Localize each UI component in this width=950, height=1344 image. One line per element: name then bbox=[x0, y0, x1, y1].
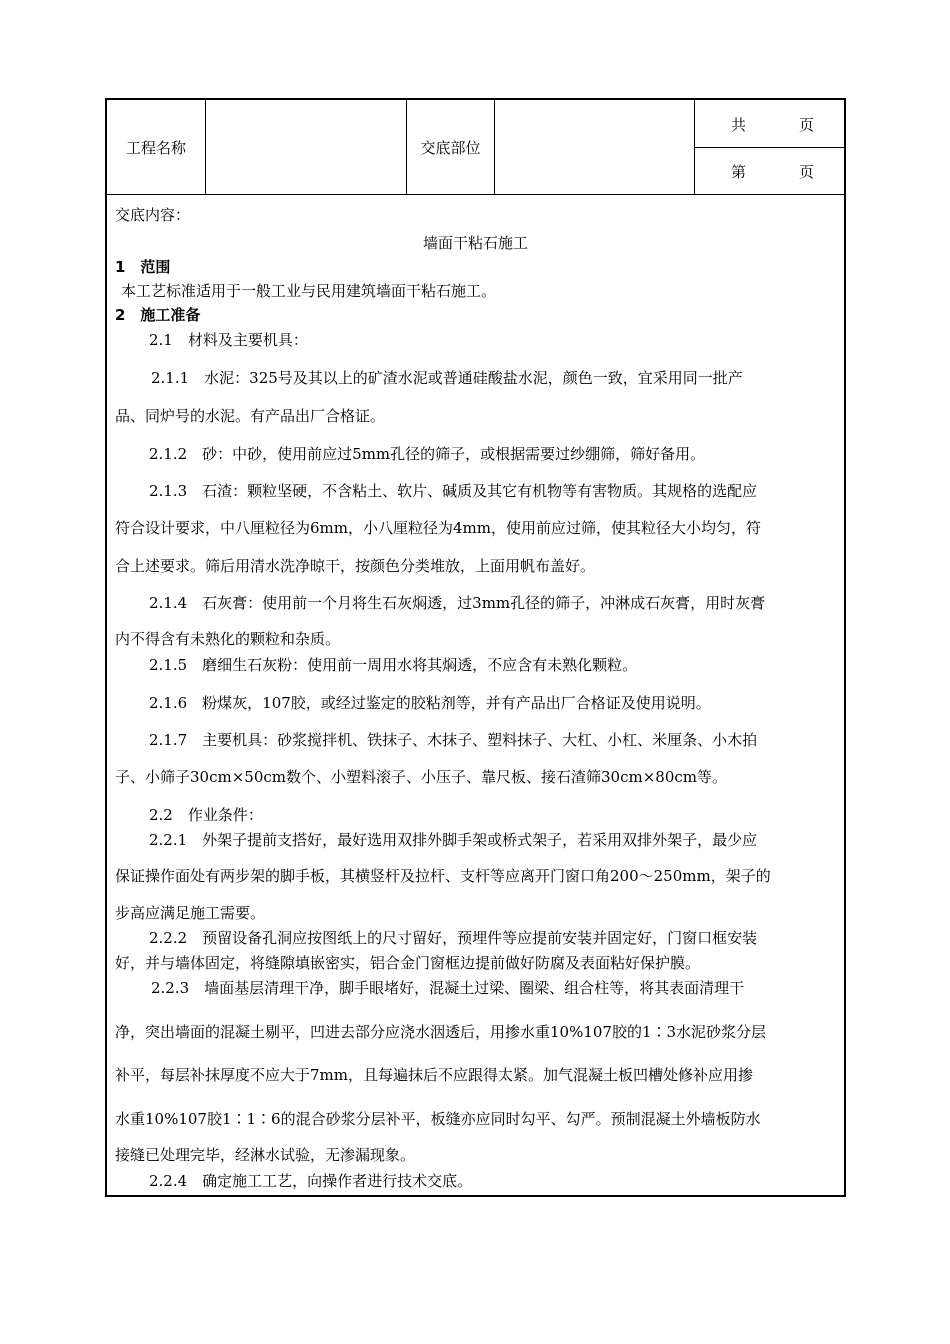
subsection-2-1: 2.1 材料及主要机具： bbox=[149, 331, 308, 349]
project-name-value bbox=[206, 100, 407, 194]
section-1-text: 本工艺标准适用于一般工业与民用建筑墙面干粘石施工。 bbox=[121, 282, 497, 300]
section-2-heading: 2 施工准备 bbox=[115, 306, 201, 324]
document-title: 墙面干粘石施工 bbox=[422, 234, 528, 252]
para-2-2-2-line2: 好，并与墙体固定，将缝隙填嵌密实，铝合金门窗框边提前做好防腐及表面粘好保护膜。 bbox=[115, 954, 701, 972]
para-2-2-1-line2: 保证操作面处有两步架的脚手板，其横竖杆及拉杆、支杆等应离开门窗口角200～250mm，架子的 bbox=[115, 867, 771, 885]
para-2-1-6: 2.1.6 粉煤灰，107胶，或经过鉴定的胶粘剂等，并有产品出厂合格证及使用说明。 bbox=[149, 694, 711, 712]
total-pages: 共 页 bbox=[695, 100, 844, 148]
para-2-2-3-line4: 水重10%107胶1∶1∶6的混合砂浆分层补平，板缝亦应同时勾平、勾严。预制混凝土外墙板防水 bbox=[115, 1110, 761, 1128]
form-header bbox=[107, 100, 844, 195]
para-2-1-3-line1: 2.1.3 石渣：颗粒坚硬，不含粘土、软片、碱质及其它有机物等有害物质。其规格的选配应 bbox=[149, 482, 758, 500]
para-2-1-7-line2: 子、小筛子30cm×50cm数个、小塑料滚子、小压子、靠尺板、接石渣筛30cm×80cm等。 bbox=[115, 768, 727, 786]
disclosure-form bbox=[105, 98, 846, 1197]
page-number: 第 页 bbox=[731, 163, 815, 181]
para-2-1-1-line2: 品、同炉号的水泥。有产品出厂合格证。 bbox=[115, 407, 386, 425]
para-2-1-5: 2.1.5 磨细生石灰粉：使用前一周用水将其焖透，不应含有未熟化颗粒。 bbox=[149, 656, 638, 674]
para-2-1-1-line1: 2.1.1 水泥：325号及其以上的矿渣水泥或普通硅酸盐水泥，颜色一致，宜采用同一批产 bbox=[151, 369, 743, 387]
location-value bbox=[495, 100, 695, 194]
para-2-2-4: 2.2.4 确定施工工艺，向操作者进行技术交底。 bbox=[149, 1172, 473, 1190]
para-2-1-4-line1: 2.1.4 石灰膏：使用前一个月将生石灰焖透，过3mm孔径的筛子，冲淋成石灰膏，用时灰膏 bbox=[149, 594, 766, 612]
project-name-label: 工程名称 bbox=[107, 100, 206, 194]
para-2-1-3-line3: 合上述要求。筛后用清水洗净晾干，按颜色分类堆放，上面用帆布盖好。 bbox=[115, 557, 596, 575]
location-label: 交底部位 bbox=[407, 100, 495, 194]
subsection-2-2: 2.2 作业条件： bbox=[149, 806, 263, 824]
para-2-2-1-line3: 步高应满足施工需要。 bbox=[115, 904, 266, 922]
para-2-1-7-line1: 2.1.7 主要机具：砂浆搅拌机、铁抹子、木抹子、塑料抹子、大杠、小杠、米厘条、小木拍 bbox=[149, 731, 758, 749]
para-2-1-3-line2: 符合设计要求，中八厘粒径为6mm，小八厘粒径为4mm，使用前应过筛，使其粒径大小均匀，符 bbox=[115, 519, 761, 537]
para-2-1-4-line2: 内不得含有未熟化的颗粒和杂质。 bbox=[115, 630, 341, 648]
section-1-heading: 1 范围 bbox=[115, 258, 171, 276]
para-2-2-3-line1: 2.2.3 墙面基层清理干净，脚手眼堵好，混凝土过梁、圈梁、组合柱等，将其表面清理干 bbox=[151, 979, 745, 997]
para-2-2-1-line1: 2.2.1 外架子提前支搭好，最好选用双排外脚手架或桥式架子，若采用双排外架子，最少应 bbox=[149, 831, 758, 849]
para-2-2-3-line2: 净，突出墙面的混凝土剔平，凹进去部分应浇水洇透后，用掺水重10%107胶的1∶3水泥砂浆分层 bbox=[115, 1023, 767, 1041]
content-label: 交底内容： bbox=[115, 206, 191, 224]
para-2-2-2-line1: 2.2.2 预留设备孔洞应按图纸上的尺寸留好，预埋件等应提前安装并固定好，门窗口框安装 bbox=[149, 929, 758, 947]
para-2-2-3-line5: 接缝已处理完毕，经淋水试验，无渗漏现象。 bbox=[115, 1146, 416, 1164]
para-2-1-2: 2.1.2 砂：中砂，使用前应过5mm孔径的筛子，或根据需要过纱绷筛，筛好备用。 bbox=[149, 445, 706, 463]
para-2-2-3-line3: 补平，每层补抹厚度不应大于7mm，且每遍抹后不应跟得太紧。加气混凝土板凹槽处修补应用掺 bbox=[115, 1066, 753, 1084]
